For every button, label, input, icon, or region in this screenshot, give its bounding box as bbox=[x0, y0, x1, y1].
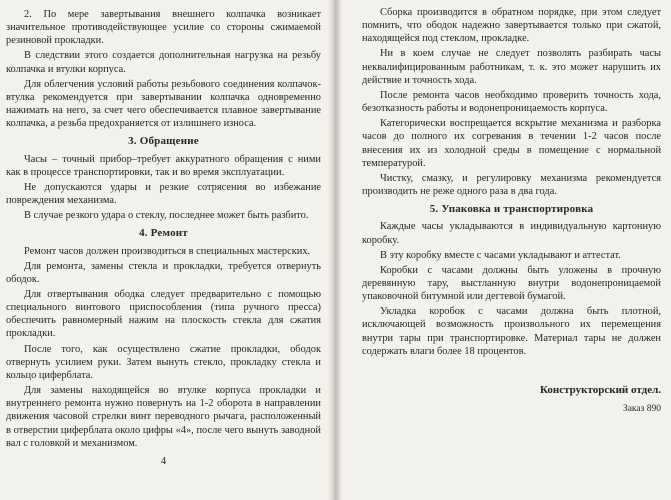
section-heading-packaging: 5. Упаковка и транспортировка bbox=[429, 203, 594, 216]
order-number: Заказ 890 bbox=[622, 404, 661, 415]
signature-department: Конструкторский отдел. bbox=[540, 383, 661, 396]
paragraph: В случае резкого удара о стеклу, последнее может быть разбито. bbox=[24, 210, 309, 222]
paragraph: Часы – точный прибор–требует аккуратного обращения с ними как в процессе транспортировки, так и во время эксплуатации. bbox=[6, 153, 321, 178]
section-heading-handling: 3. Обращение bbox=[128, 135, 199, 148]
paragraph: В следствии этого создается дополнительная нагрузка на резьбу колпачка и втулки корпуса. bbox=[6, 50, 321, 75]
left-page bbox=[0, 0, 331, 500]
right-page bbox=[338, 0, 671, 500]
paragraph: Ни в коем случае не следует позволять разбирать часы неквалифицированным работникам, т. к. это может нарушить их действие и точность хода. bbox=[362, 48, 661, 86]
paragraph: Для облегчения условий работы резьбового соединения колпачок-втулка рекомендуется при завертывании колпачка одновременно нажимать на него, за счет чего обеспечивается плавное завертывание колпачка, а резьба предохраняется от излишнего износа. bbox=[6, 78, 321, 130]
paragraph: Для ремонта, замены стекла и прокладки, требуется отвернуть ободок. bbox=[6, 260, 321, 285]
paragraph: После ремонта часов необходимо проверить точность хода, безотказность работы и водонепроницаемость корпуса. bbox=[362, 89, 661, 115]
paragraph: Не допускаются удары и резкие сотрясения во избежание повреждения механизма. bbox=[6, 181, 321, 207]
paragraph: Чистку, смазку, и регулировку механизма рекомендуется производить не реже одного раза в два года. bbox=[362, 172, 661, 198]
paragraph: Для отвертывания ободка следует предварительно с помощью специального винтового приспособления (типа ручного пресса) обеспечить равномерный нажим на плоскость стекла для сжатия прокладки. bbox=[6, 288, 321, 340]
paragraph: Ремонт часов должен производиться в специальных мастерских. bbox=[24, 245, 311, 257]
paragraph: Для замены находящейся во втулке корпуса прокладки и внутреннего ремонта нужно повернуть на 1-2 оборота в направлении движения часовой стрелки винт переводного рычага, расположенный в отверстии циферблата около цифры «4», после чего вынуть заводной вал с головкой и механизмом. bbox=[6, 385, 321, 449]
paragraph: Сборка производится в обратном порядке, при этом следует помнить, что ободок надежно завертывается только при сжатой, находящейся под стеклом, прокладке. bbox=[362, 7, 661, 45]
paragraph: Коробки с часами должны быть уложены в прочную деревянную тару, выстланную внутри водонепроницаемой упаковочной битумной или дегтевой бумагой. bbox=[362, 264, 661, 303]
section-heading-repair: 4. Ремонт bbox=[139, 227, 188, 240]
paragraph: Категорически воспрещается вскрытие механизма и разборка часов до полного их согревания в течении 1-2 часов после внесения их из холодной среды в помещение с нормальной температурой. bbox=[362, 118, 661, 169]
paragraph: Каждые часы укладываются в индивидуальную картонную коробку. bbox=[362, 221, 661, 246]
paragraph: В эту коробку вместе с часами укладывают и аттестат. bbox=[380, 249, 621, 261]
page-number: 4 bbox=[160, 454, 167, 467]
paragraph: После того, как осуществлено сжатие прокладки, ободок отвернуть усилием руки. Затем вынуть стекло, прокладку стекла и кольцо циферблата. bbox=[6, 343, 321, 381]
paragraph: Укладка коробок с часами должна быть плотной, исключающей возможность произвольного их перемещения внутри тары при транспортировке. Материал тары не должен содержать влаги более 18 процентов. bbox=[362, 306, 661, 357]
paragraph: 2. По мере завертывания внешнего колпачка возникает значительное противодействующее усилие со стороны сжимаемой резиновой прокладки. bbox=[6, 9, 321, 47]
